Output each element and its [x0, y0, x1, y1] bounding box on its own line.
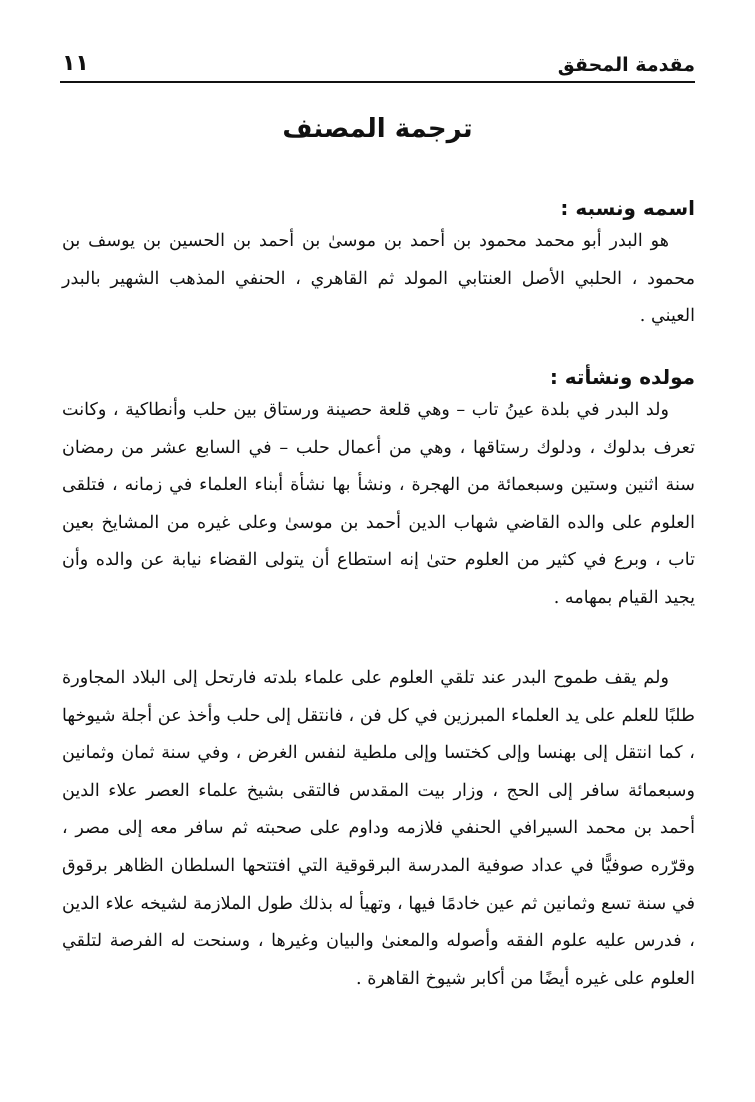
section-name-lineage [62, 193, 695, 336]
running-title: مقدمة المحقق [557, 54, 695, 76]
paragraph-name-lineage: هو البدر أبو محمد محمود بن أحمد بن موسىٰ بن أحمد بن الحسين بن يوسف بن محمود ، الحلبي الأصل العنتابي المولد ثم القاهري ، الحنفي المذهب الشهير بالبدر العيني . [62, 231, 695, 327]
page-number: ١١ [62, 51, 89, 76]
running-head [62, 38, 695, 76]
header-rule [60, 81, 695, 83]
section-birth-upbringing [62, 362, 695, 618]
section-heading-birth-upbringing: مولده ونشأته : [549, 365, 695, 389]
section-heading-name-lineage: اسمه ونسبه : [560, 196, 695, 220]
paragraph-birth-upbringing: ولد البدر في بلدة عينُ تاب – وهي قلعة حصينة ورستاق بين حلب وأنطاكية ، وكانت تعرف بدلوك ، ودلوك رستاقها ، وهي من أعمال حلب – في السابع عشر من رمضان سنة اثنين وستين وسبعمائة من الهجرة ، ونشأ بها نشأة أبناء العلماء في زمانه ، فتلقى العلوم على والده القاضي شهاب الدين أحمد بن موسىٰ وعلى غيره من المشايخ بعين تاب ، وبرع في كثير من العلوم حتىٰ إنه استطاع أن يتولى القضاء نيابة عن والده وأن يجيد القيام بمهامه . [62, 400, 695, 608]
chapter-title: ترجمة المصنف [282, 114, 473, 144]
paragraph-career: ولم يقف طموح البدر عند تلقي العلوم على علماء بلدته فارتحل إلى البلاد المجاورة طلبًا للعلم على يد العلماء المبرزين في كل فن ، فانتقل إلى حلب وأخذ عن أجلة شيوخها ، كما انتقل إلى بهنسا وإلى كختسا وإلى ملطية لنفس الغرض ، وفي سنة ثمان وثمانين وسبعمائة سافر إلى الحج ، وزار بيت المقدس فالتقى بشيخ علماء العصر علاء الدين أحمد بن محمد السيرافي الحنفي فلازمه وداوم على صحبته ثم سافر معه إلى مصر ، وقرّره صوفيًّا في عداد صوفية المدرسة البرقوقية التي افتتحها السلطان الظاهر برقوق في سنة تسع وثمانين ثم عين خادمًا فيها ، وتهيأ له بذلك طول الملازمة لشيخه علاء الدين ، فدرس عليه علوم الفقه وأصوله والمعنىٰ والبيان وغيرها ، وسنحت له الفرصة لتلقي العلوم على غيره أيضًا من أكابر شيوخ القاهرة . [62, 668, 695, 989]
